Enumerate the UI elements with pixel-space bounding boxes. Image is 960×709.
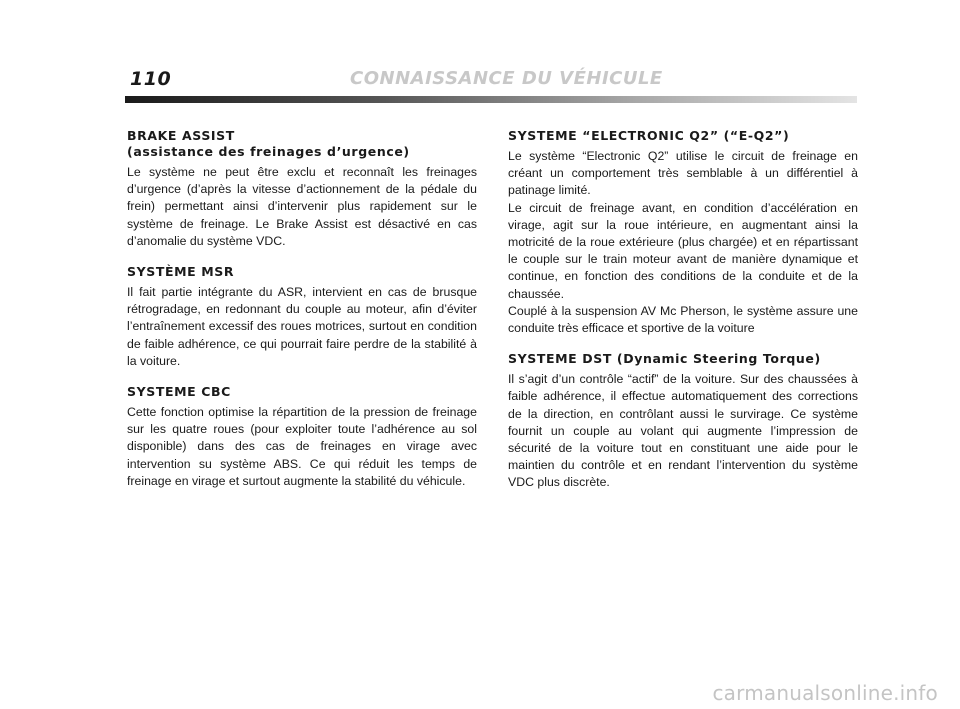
- section-heading: [127, 264, 477, 280]
- section-heading: [508, 351, 858, 367]
- watermark: carmanualsonline.info: [712, 681, 938, 705]
- section-cbc: [127, 384, 477, 490]
- heading-line: BRAKE ASSIST: [127, 128, 235, 143]
- section-e-q2: [508, 128, 858, 337]
- section-heading: [127, 128, 477, 160]
- section-paragraph: Le système “Electronic Q2” utilise le circuit de freinage en créant un comportement très semblable à un différentiel à patinage limité.: [508, 149, 858, 198]
- heading-line: SYSTEME CBC: [127, 384, 231, 400]
- running-header-title: CONNAISSANCE DU VÉHICULE: [350, 68, 663, 89]
- section-paragraph: Il fait partie intégrante du ASR, intervient en cas de brusque rétrogradage, en redonnant du couple au moteur, afin d’éviter l’entraînement excessif des roues motrices, surtout en condition de faible adhérence, ce qui pourrait faire perdre de la stabilité à la voiture.: [127, 285, 477, 368]
- section-heading: [127, 384, 477, 400]
- section-msr: [127, 264, 477, 370]
- heading-line: (assistance des freinages d’urgence): [127, 144, 410, 159]
- right-column: [508, 128, 858, 506]
- page-number: 110: [130, 68, 172, 90]
- section-paragraph: Le système ne peut être exclu et reconnaît les freinages d’urgence (d’après la vitesse d’actionnement de la pédale du frein) permettant ainsi d’intervenir plus rapidement sur le système de freinage. Le Brake Assist est désactivé en cas d’anomalie du système VDC.: [127, 165, 477, 248]
- section-paragraph: Cette fonction optimise la répartition de la pression de freinage sur les quatre roues (pour exploiter toute l’adhérence au sol disponible) dans des cas de freinages en virage avec intervention su système ABS. Ce qui réduit les temps de freinage en virage et surtout augmente la stabilité du véhicule.: [127, 405, 477, 488]
- section-brake-assist: [127, 128, 477, 250]
- section-heading: [508, 128, 858, 144]
- left-column: [127, 128, 477, 504]
- section-paragraph: Il s’agit d’un contrôle “actif” de la voiture. Sur des chaussées à faible adhérence, il effectue automatiquement des corrections de la direction, en contrôlant aussi le survirage. Ce système fournit un couple au volant qui augmente l’impression de sécurité de la voiture tout en constituant une aide pour le maintien du contrôle et en rendant l’intervention du système VDC plus discrète.: [508, 372, 858, 490]
- heading-line: SYSTEME “ELECTRONIC Q2” (“E-Q2”): [508, 128, 790, 143]
- section-dst: [508, 351, 858, 491]
- header-rule: [125, 96, 857, 103]
- section-paragraph: Couplé à la suspension AV Mc Pherson, le système assure une conduite très efficace et sportive de la voiture: [508, 303, 858, 336]
- section-paragraph: Le circuit de freinage avant, en condition d’accélération en virage, agit sur la roue intérieure, en augmentant ainsi la motricité de la roue extérieure (plus chargée) et en répartissant le couple sur le train moteur avant de manière dynamique et continue, en fonction des conditions de la conduite et de la chaussée.: [508, 200, 858, 301]
- heading-line: SYSTÈME MSR: [127, 264, 235, 280]
- heading-line: SYSTEME DST (Dynamic Steering Torque): [508, 351, 821, 367]
